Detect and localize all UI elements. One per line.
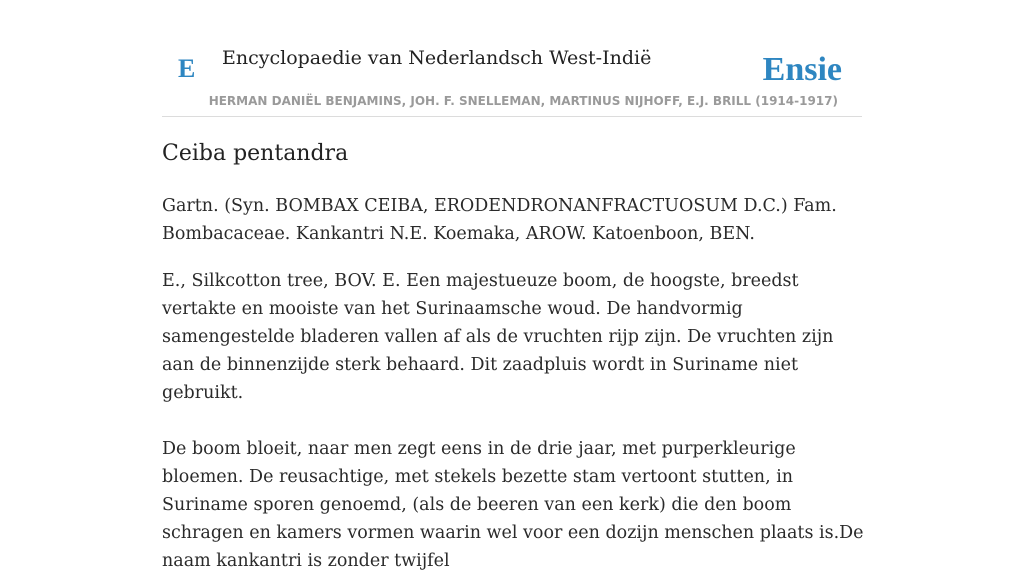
article-paragraph: Gartn. (Syn. BOMBAX CEIBA, ERODENDRONANFRACTUOSUM D.C.) Fam. Bombacaceae. Kankantri N.E. Koemaka, AROW. Katoenboon, BEN.: [162, 196, 837, 244]
logo-letter: E: [178, 54, 196, 83]
authors-line: HERMAN DANIËL BENJAMINS, JOH. F. SNELLEMAN, MARTINUS NIJHOFF, E.J. BRILL (1914-1917): [208, 94, 838, 108]
site-header: [162, 0, 862, 117]
article-paragraph: De boom bloeit, naar men zegt eens in de drie jaar, met purperkleurige bloemen. De reusachtige, met stekels bezette stam vertoont stutten, in Suriname sporen genoemd, (als de beeren van een kerk) die den boom schragen en kamers vormen waarin wel voor een dozijn menschen plaats is.De naam kankantri is zonder twijfel: [162, 439, 864, 571]
article-body: [162, 192, 866, 575]
article-paragraph: E., Silkcotton tree, BOV. E. Een majestueuze boom, de hoogste, breedst vertakte en mooiste van het Surinaamsche woud. De handvormig samengestelde bladeren vallen af als de vruchten rijp zijn. De vruchten zijn aan de binnenzijde sterk behaard. Dit zaadpluis wordt in Suriname niet gebruikt.: [162, 271, 834, 403]
article-title: Ceiba pentandra: [162, 141, 349, 166]
ensie-brand-logo[interactable]: Ensie: [762, 51, 842, 88]
encyclopedia-title[interactable]: Encyclopaedie van Nederlandsch West-Indië: [222, 47, 652, 69]
